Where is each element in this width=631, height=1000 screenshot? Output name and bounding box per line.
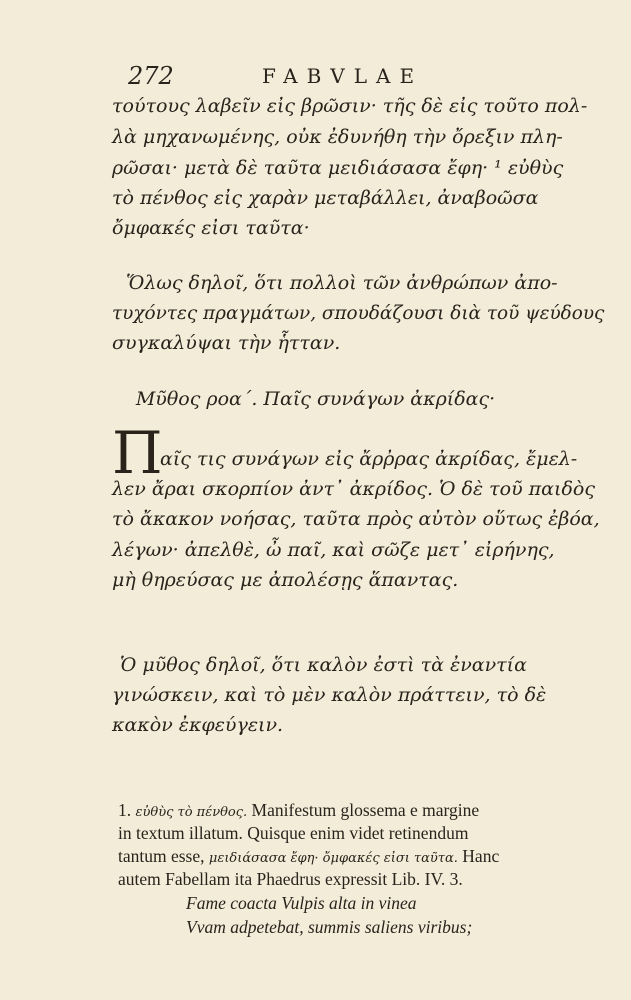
verse-line: Fame coacta Vulpis alta in vinea [186, 893, 417, 913]
footnote-line [118, 800, 479, 821]
footnote-marker: 1. [118, 800, 132, 820]
text-line: τούτους λαβεῖν εἰς βρῶσιν· τῆς δὲ εἰς τοῦτο πολ- [112, 95, 588, 117]
text-line: συγκαλύψαι τὴν ἧτταν. [112, 332, 341, 354]
footnote-line [118, 846, 499, 867]
footnote-text: tantum esse, [118, 846, 205, 866]
footnote-greek: μειδιάσασα ἔφη· ὄμφακές εἰσι ταῦτα. [208, 851, 458, 866]
text-line: λεν ἄραι σκορπίον ἀντ᾽ ἀκρίδος. Ὁ δὲ τοῦ παιδὸς [112, 478, 595, 500]
text-line: αῖς τις συνάγων εἰς ἄρῤρας ἀκρίδας, ἔμελ- [160, 448, 578, 470]
fable-b-title [0, 388, 631, 410]
text-line: λέγων· ἀπελθὲ, ὦ παῖ, καὶ σῶζε μετ᾽ εἰρήνης, [112, 539, 555, 561]
text-line: ρῶσαι· μετὰ δὲ ταῦτα μειδιάσασα ἔφη· ¹ εὐθὺς [112, 157, 564, 179]
text-line: ὄμφακές εἰσι ταῦτα· [112, 217, 310, 239]
text-line: τὸ ἄκακον νοήσας, ταῦτα πρὸς αὐτὸν οὕτως ἐβόα, [112, 508, 600, 530]
drop-cap: Π [112, 419, 163, 487]
text-line: γινώσκειν, καὶ τὸ μὲν καλὸν πράττειν, τὸ δὲ [112, 684, 547, 706]
footnote-line: in textum illatum. Quisque enim videt retinendum [118, 823, 469, 843]
text-line: μὴ θηρεύσας με ἀπολέσῃς ἅπαντας. [112, 569, 459, 591]
running-head: FABVLAE [262, 64, 424, 88]
page-header [128, 62, 548, 92]
footnote-greek: εὐθὺς τὸ πένθος. [135, 805, 248, 820]
text-line: τὸ πένθος εἰς χαρὰν μεταβάλλει, ἀναβοῶσα [112, 187, 539, 209]
footnote-text: Hanc [462, 846, 500, 866]
text-line: Ὁ μῦθος δηλοῖ, ὅτι καλὸν ἐστὶ τὰ ἐναντία [120, 654, 527, 676]
fable-title-text: Μῦθος ροα΄. Παῖς συνάγων ἀκρίδας· [135, 388, 496, 410]
verse-line: Vvam adpetebat, summis saliens viribus; [186, 917, 473, 937]
footnote-line: autem Fabellam ita Phaedrus expressit Lib. IV. 3. [118, 869, 463, 889]
text-line: τυχόντες πραγμάτων, σπουδάζουσι διὰ τοῦ ψεύδους [112, 302, 605, 324]
text-line: Ὅλως δηλοῖ, ὅτι πολλοὶ τῶν ἀνθρώπων ἀπο- [126, 272, 558, 294]
footnote-text: Manifestum glossema e margine [251, 800, 480, 820]
page-number: 272 [128, 62, 174, 90]
text-line: κακὸν ἐκφεύγειν. [112, 714, 284, 736]
text-line: λὰ μηχανωμένης, οὐκ ἐδυνήθη τὴν ὄρεξιν πλη- [112, 126, 563, 148]
